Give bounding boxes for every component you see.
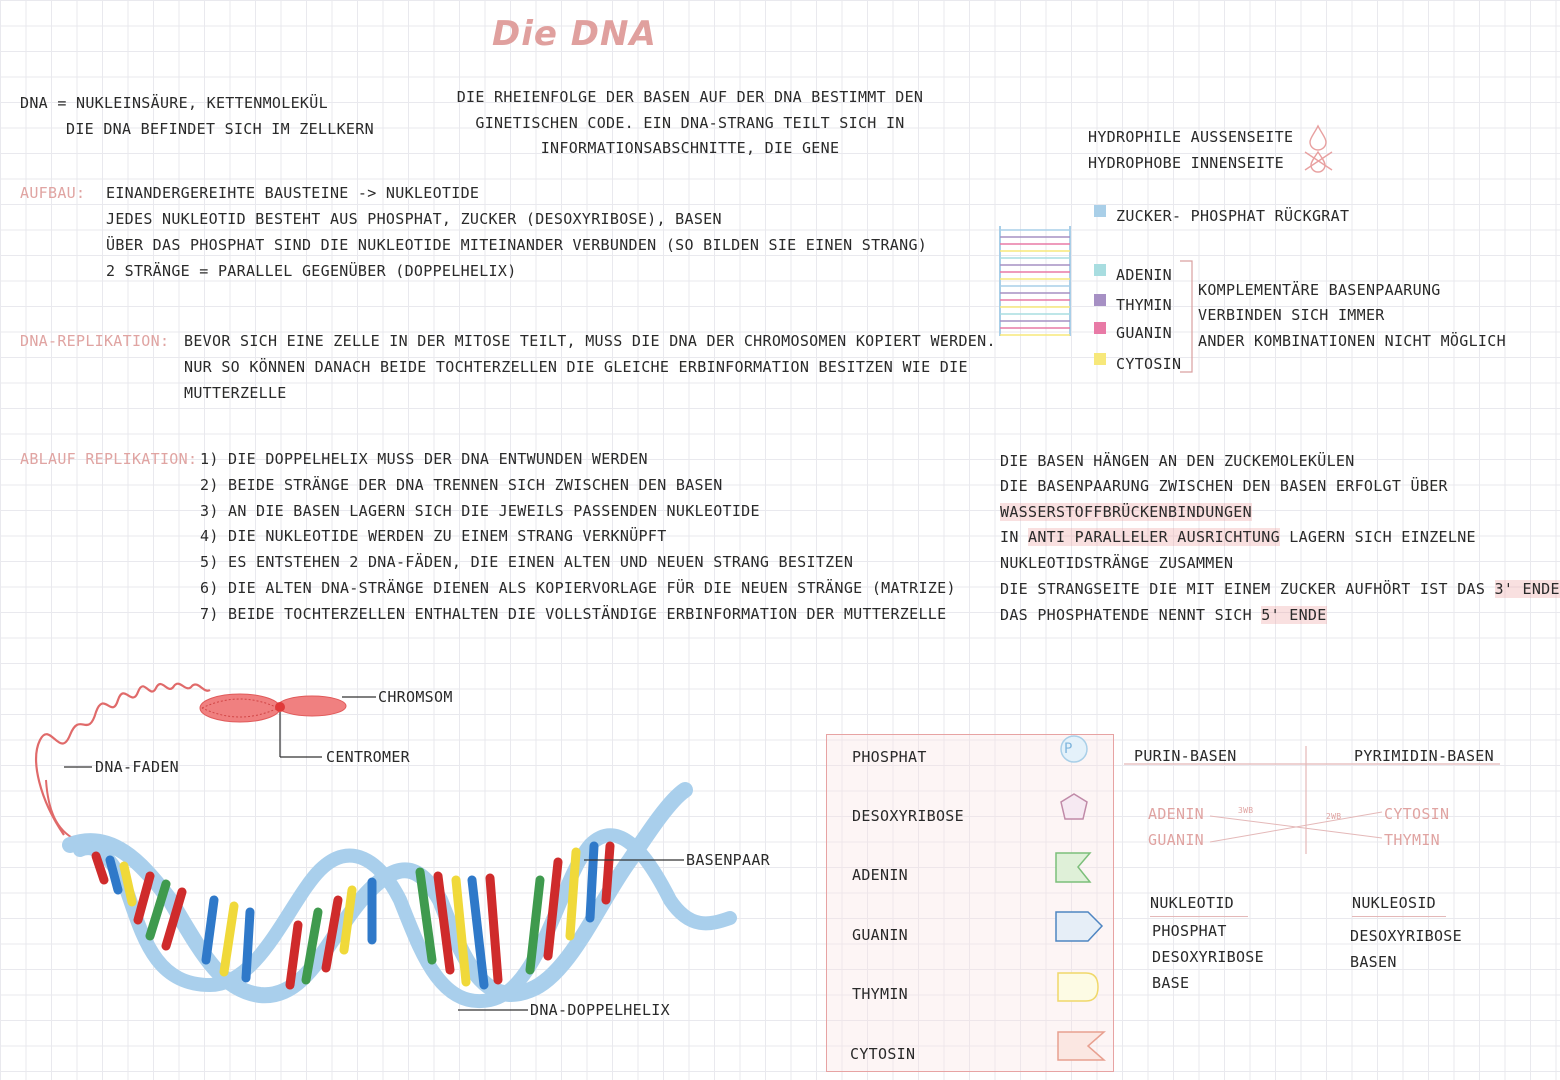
adenin-icon: [1056, 853, 1090, 882]
pyrimidin-thymin: THYMIN: [1384, 831, 1440, 849]
bracket-icon: [1176, 258, 1200, 376]
bases-info-7: [1000, 602, 1327, 628]
comp-desoxyribose: DESOXYRIBOSE: [852, 807, 964, 825]
purin-adenin: ADENIN: [1148, 805, 1204, 823]
comp-phosphat: PHOSPHAT: [852, 748, 927, 766]
nukleosid-item-1: DESOXYRIBOSE: [1350, 927, 1462, 945]
pairing-line-1: KOMPLEMENTÄRE BASENPAARUNG: [1198, 281, 1441, 299]
comp-guanin: GUANIN: [852, 926, 908, 944]
pyrimidin-header: PYRIMIDIN-BASEN: [1354, 747, 1494, 765]
bases-info-3: [1000, 499, 1252, 525]
comp-thymin: THYMIN: [852, 985, 908, 1003]
bond-3wb: 3WB: [1238, 806, 1254, 815]
label-basenpaar: BASENPAAR: [686, 851, 770, 869]
highlight-wasserstoff: WASSERSTOFFBRÜCKENBINDUNGEN: [1000, 503, 1252, 521]
pairing-line-2: VERBINDEN SICH IMMER: [1198, 306, 1385, 324]
replikation-line-3: MUTTERZELLE: [184, 384, 287, 402]
highlight-antiparallel: ANTI PARALLELER AUSRICHTUNG: [1028, 528, 1280, 546]
nukleotid-item-1: PHOSPHAT: [1152, 922, 1227, 940]
comp-cytosin: CYTOSIN: [850, 1045, 916, 1063]
intro-line-1: DNA = NUKLEINSÄURE, KETTENMOLEKÜL: [20, 94, 328, 112]
aufbau-line-3: ÜBER DAS PHOSPHAT SIND DIE NUKLEOTIDE MITEINANDER VERBUNDEN (SO BILDEN SIE EINEN STRANG): [106, 236, 928, 254]
centromer-dot: [275, 702, 285, 712]
genetic-code-line-3: INFORMATIONSABSCHNITTE, DIE GENE: [540, 139, 840, 157]
purin-header: PURIN-BASEN: [1134, 747, 1237, 765]
pentagon-icon: [1061, 794, 1087, 819]
backbone-swatch: [1094, 205, 1106, 217]
replikation-line-2: NUR SO KÖNNEN DANACH BEIDE TOCHTERZELLEN DIE GLEICHE ERBINFORMATION BESITZEN WIE DIE: [184, 358, 968, 376]
bases-info-5: NUKLEOTIDSTRÄNGE ZUSAMMEN: [1000, 554, 1234, 572]
helix-base-pairs: [96, 846, 610, 985]
thymin-swatch: [1094, 294, 1106, 306]
highlight-5-ende: 5' ENDE: [1261, 606, 1327, 624]
nukleosid-item-2: BASEN: [1350, 953, 1397, 971]
ablauf-step-1: 1) DIE DOPPELHELIX MUSS DER DNA ENTWUNDEN WERDEN: [200, 450, 648, 468]
legend-thymin: THYMIN: [1116, 296, 1172, 314]
bases-info-6: [1000, 576, 1560, 602]
bases-info-1: DIE BASEN HÄNGEN AN DEN ZUCKEMOLEKÜLEN: [1000, 452, 1355, 470]
chromosome-shape: [200, 694, 346, 722]
nukleotid-item-2: DESOXYRIBOSE: [1152, 948, 1264, 966]
hydrophob-label: HYDROPHOBE INNENSEITE: [1088, 154, 1284, 172]
intro-line-2: DIE DNA BEFINDET SICH IM ZELLKERN: [66, 120, 374, 138]
dna-ladder-icon: [998, 222, 1074, 340]
aufbau-label: AUFBAU:: [20, 184, 86, 202]
bond-2wb: 2WB: [1326, 812, 1342, 821]
ablauf-step-6: 6) DIE ALTEN DNA-STRÄNGE DIENEN ALS KOPIERVORLAGE FÜR DIE NEUEN STRÄNGE (MATRIZE): [200, 579, 956, 597]
ablauf-step-3: 3) AN DIE BASEN LAGERN SICH DIE JEWEILS PASSENDEN NUKLEOTIDE: [200, 502, 760, 520]
bases-info-7a: DAS PHOSPHATENDE NENNT SICH: [1000, 606, 1262, 624]
helix-backbone: [70, 790, 730, 1001]
ablauf-step-5: 5) ES ENTSTEHEN 2 DNA-FÄDEN, DIE EINEN ALTEN UND NEUEN STRANG BESITZEN: [200, 553, 854, 571]
nukleotid-title: NUKLEOTID: [1150, 892, 1248, 917]
guanin-swatch: [1094, 322, 1106, 334]
nukleotid-item-3: BASE: [1152, 974, 1190, 992]
cytosin-swatch: [1094, 353, 1106, 365]
phosphat-symbol: P: [1064, 741, 1073, 757]
label-doppelhelix: DNA-DOPPELHELIX: [530, 1001, 670, 1019]
genetic-code-line-2: GINETISCHEN CODE. EIN DNA-STRANG TEILT SICH IN: [475, 114, 905, 132]
replikation-line-1: BEVOR SICH EINE ZELLE IN DER MITOSE TEILT, MUSS DIE DNA DER CHROMOSOMEN KOPIERT WERDEN.: [184, 332, 996, 350]
bases-info-6a: DIE STRANGSEITE DIE MIT EINEM ZUCKER AUFHÖRT IST DAS: [1000, 580, 1495, 598]
pyrimidin-cytosin: CYTOSIN: [1384, 805, 1450, 823]
backbone-label: ZUCKER- PHOSPHAT RÜCKGRAT: [1116, 207, 1350, 225]
page-title: Die DNA: [492, 14, 657, 54]
guanin-icon: [1056, 912, 1102, 941]
bases-info-4: [1000, 524, 1476, 550]
water-drop-icon: [1300, 122, 1340, 174]
bases-info-4a: IN: [1000, 528, 1028, 546]
nukleosid-title: NUKLEOSID: [1352, 892, 1446, 917]
aufbau-line-4: 2 STRÄNGE = PARALLEL GEGENÜBER (DOPPELHELIX): [106, 262, 517, 280]
pairing-line-3: ANDER KOMBINATIONEN NICHT MÖGLICH: [1198, 332, 1506, 350]
cytosin-icon: [1058, 1032, 1104, 1060]
ablauf-label: ABLAUF REPLIKATION:: [20, 450, 198, 468]
replikation-label: DNA-REPLIKATION:: [20, 332, 170, 350]
thymin-icon: [1058, 973, 1098, 1001]
ablauf-step-4: 4) DIE NUKLEOTIDE WERDEN ZU EINEM STRANG VERKNÜPFT: [200, 527, 667, 545]
comp-adenin: ADENIN: [852, 866, 908, 884]
aufbau-line-1: EINANDERGEREIHTE BAUSTEINE -> NUKLEOTIDE: [106, 184, 480, 202]
adenin-swatch: [1094, 264, 1106, 276]
component-symbols: [1050, 732, 1112, 1072]
label-dna-faden: DNA-FADEN: [95, 758, 179, 776]
legend-cytosin: CYTOSIN: [1116, 355, 1182, 373]
legend-adenin: ADENIN: [1116, 266, 1172, 284]
label-chromosom: CHROMSOM: [378, 688, 453, 706]
hydrophil-label: HYDROPHILE AUSSENSEITE: [1088, 128, 1294, 146]
bases-info-2: DIE BASENPAARUNG ZWISCHEN DEN BASEN ERFOLGT ÜBER: [1000, 477, 1448, 495]
aufbau-line-2: JEDES NUKLEOTID BESTEHT AUS PHOSPHAT, ZUCKER (DESOXYRIBOSE), BASEN: [106, 210, 722, 228]
ablauf-step-7: 7) BEIDE TOCHTERZELLEN ENTHALTEN DIE VOLLSTÄNDIGE ERBINFORMATION DER MUTTERZELLE: [200, 605, 947, 623]
genetic-code-line-1: DIE RHEIENFOLGE DER BASEN AUF DER DNA BESTIMMT DEN: [456, 88, 924, 106]
bases-info-4c: LAGERN SICH EINZELNE: [1279, 528, 1476, 546]
legend-guanin: GUANIN: [1116, 324, 1172, 342]
highlight-3-ende: 3' ENDE: [1494, 580, 1560, 598]
label-centromer: CENTROMER: [326, 748, 410, 766]
purin-guanin: GUANIN: [1148, 831, 1204, 849]
ablauf-step-2: 2) BEIDE STRÄNGE DER DNA TRENNEN SICH ZWISCHEN DEN BASEN: [200, 476, 723, 494]
